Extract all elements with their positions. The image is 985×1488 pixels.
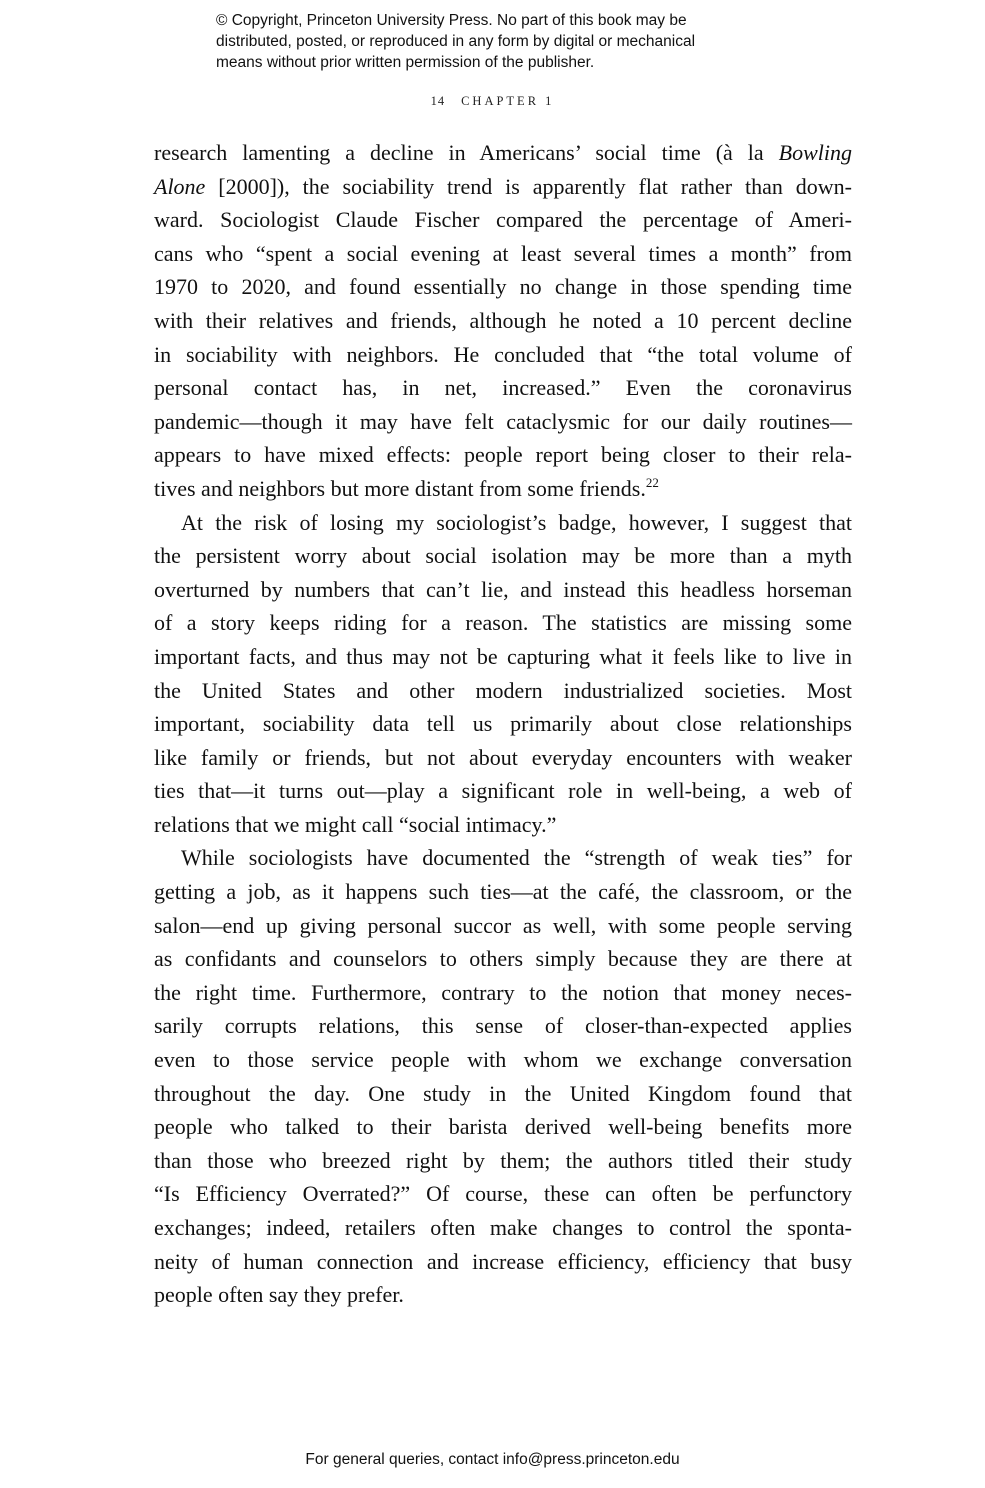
text-line — [154, 237, 852, 271]
text-line — [154, 1245, 852, 1279]
text-line — [154, 438, 852, 472]
text-line — [154, 976, 852, 1010]
text-run: in sociability with neighbors. He concluded that “the total volume of — [154, 341, 852, 367]
italic-title: Bowling — [778, 140, 852, 165]
text-run: exchanges; indeed, retailers often make changes to control the sponta- — [154, 1215, 852, 1240]
text-run: people who talked to their barista derived well-being benefits more — [154, 1114, 852, 1140]
paragraph — [154, 506, 852, 842]
text-run: pandemic—though it may have felt cataclysmic for our daily routines— — [154, 408, 852, 434]
text-line — [154, 573, 852, 607]
text-run: tives and neighbors but more distant from some friends. — [154, 475, 646, 501]
text-run: personal contact has, in net, increased.” Even the coronavirus — [154, 375, 852, 401]
running-head — [0, 94, 985, 109]
text-run: getting a job, as it happens such ties—at the café, the classroom, or the — [154, 879, 852, 905]
text-line — [154, 707, 852, 741]
text-line — [154, 1144, 852, 1178]
copyright-line: means without prior written permission of the publisher. — [216, 54, 595, 71]
text-run: the United States and other modern industrialized societies. Most — [154, 677, 852, 703]
text-line — [154, 606, 852, 640]
text-run: the persistent worry about social isolation may be more than a myth — [154, 543, 852, 569]
text-run: important facts, and thus may not be capturing what it feels like to live in — [154, 643, 852, 669]
text-line — [154, 203, 852, 237]
text-run: ward. Sociologist Claude Fischer compared the percentage of Ameri- — [154, 207, 852, 233]
text-run: [2000]), the sociability trend is apparently flat rather than down- — [205, 173, 852, 199]
text-run: as confidants and counselors to others simply because they are there at — [154, 946, 852, 972]
text-line — [154, 1177, 852, 1211]
copyright-line: distributed, posted, or reproduced in any form by digital or mechanical — [216, 33, 696, 50]
text-line — [154, 1043, 852, 1077]
text-run: with their relatives and friends, although he noted a 10 percent decline — [154, 307, 852, 333]
text-run: ties that—it turns out—play a significant role in well-being, a web of — [154, 778, 852, 804]
text-line — [154, 472, 852, 506]
text-run: relations that we might call “social intimacy.” — [154, 811, 557, 837]
copyright-line: © Copyright, Princeton University Press. No part of this book may be — [216, 12, 687, 29]
text-run: than those who breezed right by them; the authors titled their study — [154, 1147, 852, 1173]
text-run: even to those service people with whom we exchange conversation — [154, 1047, 852, 1073]
paragraph — [154, 136, 852, 506]
text-run: While sociologists have documented the “strength of weak ties” for — [181, 845, 852, 871]
text-line — [154, 270, 852, 304]
text-line — [154, 1110, 852, 1144]
text-line — [154, 1009, 852, 1043]
text-run: research lamenting a decline in Americans’ social time (à la — [154, 140, 779, 165]
text-line — [154, 909, 852, 943]
text-run: “Is Efficiency Overrated?” Of course, these can often be perfunctory — [154, 1181, 852, 1207]
text-run: appears to have mixed effects: people report being closer to their rela- — [154, 442, 852, 468]
text-run: of a story keeps riding for a reason. The statistics are missing some — [154, 610, 852, 636]
text-run: At the risk of losing my sociologist’s badge, however, I suggest that — [181, 509, 852, 535]
text-line — [154, 539, 852, 573]
text-line — [154, 136, 852, 170]
paragraph — [154, 841, 852, 1311]
text-run: salon—end up giving personal succor as well, with some people serving — [154, 912, 852, 938]
text-line — [154, 304, 852, 338]
text-run: important, sociability data tell us primarily about close relationships — [154, 711, 852, 737]
text-run: neity of human connection and increase efficiency, efficiency that busy — [154, 1248, 852, 1274]
text-line — [154, 841, 852, 875]
text-line — [154, 808, 852, 842]
body-text — [154, 136, 852, 1312]
text-run: 1970 to 2020, and found essentially no change in those spending time — [154, 274, 852, 300]
text-line — [154, 640, 852, 674]
text-line — [154, 875, 852, 909]
text-line — [154, 405, 852, 439]
text-run: throughout the day. One study in the United Kingdom found that — [154, 1080, 852, 1106]
footer-contact: For general queries, contact info@press.princeton.edu — [305, 1451, 680, 1468]
text-line — [154, 674, 852, 708]
text-line — [154, 170, 852, 204]
text-run: people often say they prefer. — [154, 1282, 404, 1308]
page-number: 14 — [430, 94, 446, 108]
text-run: like family or friends, but not about everyday encounters with weaker — [154, 744, 852, 770]
italic-title: Alone — [154, 173, 206, 199]
footnote-marker: 22 — [645, 474, 659, 490]
text-line — [154, 741, 852, 775]
text-line — [154, 1211, 852, 1245]
text-run: sarily corrupts relations, this sense of closer-than-expected applies — [154, 1013, 852, 1039]
text-line — [154, 942, 852, 976]
text-line — [154, 371, 852, 405]
chapter-label: CHAPTER 1 — [461, 94, 555, 108]
text-line — [154, 338, 852, 372]
text-line — [154, 774, 852, 808]
copyright-notice — [216, 10, 816, 73]
text-run: cans who “spent a social evening at least several times a month” from — [154, 240, 852, 266]
text-line — [154, 1278, 852, 1312]
text-run: overturned by numbers that can’t lie, and instead this headless horseman — [154, 576, 852, 602]
text-line — [154, 506, 852, 540]
text-run: the right time. Furthermore, contrary to the notion that money neces- — [154, 979, 852, 1005]
text-line — [154, 1077, 852, 1111]
